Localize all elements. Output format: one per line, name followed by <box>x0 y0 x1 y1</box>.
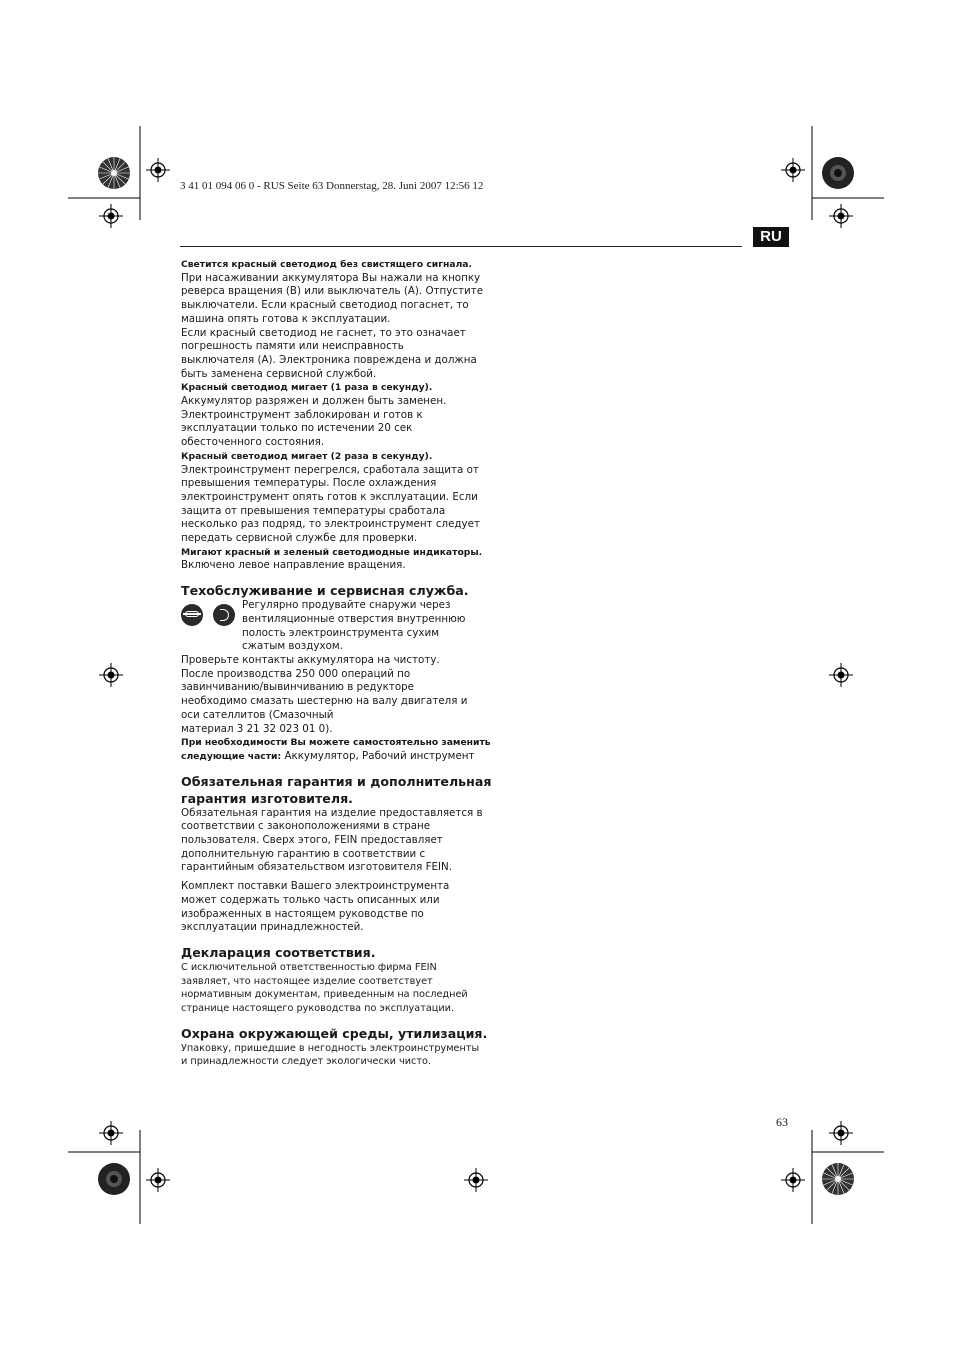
page-number: 63 <box>776 1115 788 1129</box>
text-line: Электроинструмент перегрелся, сработала защита от <box>181 463 479 476</box>
text-line: соответствии с законоположениями в стране <box>181 820 431 833</box>
text-line: необходимо смазать шестерню на валу двигателя и <box>181 695 468 708</box>
text-line: и принадлежности следует экологически чисто. <box>181 1056 432 1068</box>
text-line: Если красный светодиод не гаснет, то это означает <box>181 326 466 339</box>
registration-mark-icon <box>99 663 123 691</box>
color-wheel-icon <box>821 1162 855 1200</box>
color-wheel-icon <box>821 156 855 194</box>
registration-mark-icon <box>781 158 805 186</box>
text-line: эксплуатации принадлежностей. <box>181 921 364 934</box>
text-line: машина опять готова к эксплуатации. <box>181 312 391 325</box>
text-line: оси сателлитов (Смазочный <box>181 708 334 721</box>
registration-mark-icon <box>146 1168 170 1196</box>
maintenance-heading: Техобслуживание и сервисная служба. <box>181 583 469 599</box>
text-line: выключателя (A). Электроника повреждена и должна <box>181 353 477 366</box>
ppe-icons <box>181 604 235 626</box>
color-wheel-icon <box>97 1162 131 1200</box>
text-line: защита от превышения температуры сработала <box>181 504 446 517</box>
registration-mark-icon <box>99 204 123 232</box>
led-status-subheading: Светится красный светодиод без свистящего сигнала. <box>181 259 472 270</box>
text-line: сжатым воздухом. <box>242 640 343 653</box>
text-line: пользователя. Сверх этого, FEIN предоставляет <box>181 834 443 847</box>
text-line: Упаковку, пришедшие в негодность электроинструменты <box>181 1042 480 1054</box>
led-indicator-section <box>181 258 484 573</box>
led-status-subheading: Мигают красный и зеленый светодиодные индикаторы. <box>181 546 483 558</box>
text-line: реверса вращения (B) или выключатель (A). Отпустите <box>181 285 484 298</box>
text-line: Проверьте контакты аккумулятора на чистоту. <box>181 653 440 666</box>
color-wheel-icon <box>97 156 131 194</box>
text-line: Комплект поставки Вашего электроинструмента <box>181 880 450 893</box>
replaceable-parts-label: следующие части: <box>181 750 282 762</box>
text-line: При насаживании аккумулятора Вы нажали на кнопку <box>181 271 481 284</box>
text-line: быть заменена сервисной службой. <box>181 367 377 380</box>
text-line: Обязательная гарантия на изделие предоставляется в <box>181 806 483 819</box>
text-line: нормативным документам, приведенным на последней <box>181 989 468 1001</box>
text-line: Электроинструмент заблокирован и готов к <box>181 408 423 421</box>
text-line: С исключительной ответственностью фирма FEIN <box>181 961 437 973</box>
text-line: материал 3 21 32 023 01 0). <box>181 722 333 735</box>
header-rule <box>180 246 742 247</box>
text-line: обесточенного состояния. <box>181 436 325 449</box>
text-line: полость электроинструмента сухим <box>242 626 439 639</box>
text-line: электроинструмент опять готов к эксплуатации. Если <box>181 490 478 503</box>
registration-mark-icon <box>829 204 853 232</box>
text-line: превышения температуры. После охлаждения <box>181 477 437 490</box>
language-badge: RU <box>753 227 789 247</box>
text-line: Аккумулятор разряжен и должен быть заменен. <box>181 395 447 408</box>
led-status-subheading: Красный светодиод мигает (1 раза в секунду). <box>181 382 433 394</box>
warranty-heading-line-1: Обязательная гарантия и дополнительная <box>181 773 492 789</box>
text-line: завинчиванию/вывинчиванию в редукторе <box>181 681 415 694</box>
print-info: 3 41 01 094 06 0 - RUS Seite 63 Donnerstag, 28. Juni 2007 12:56 12 <box>180 180 484 192</box>
text-line: дополнительную гарантию в соответствии с <box>181 847 426 860</box>
led-status-subheading: Красный светодиод мигает (2 раза в секунду). <box>181 450 433 462</box>
text-line: Регулярно продувайте снаружи через <box>242 599 451 612</box>
text-line: погрешность памяти или неисправность <box>181 340 404 353</box>
warranty-heading-line-2: гарантия изготовителя. <box>181 790 353 806</box>
maintenance-icon-row <box>181 599 481 654</box>
page-content <box>181 258 492 1069</box>
text-line: странице настоящего руководства по эксплуатации. <box>181 1003 455 1015</box>
text-line: После производства 250 000 операций по <box>181 667 411 680</box>
registration-mark-icon <box>99 1121 123 1149</box>
environment-heading: Охрана окружающей среды, утилизация. <box>181 1025 488 1041</box>
text-line: эксплуатации только по истечении 20 сек <box>181 422 413 435</box>
registration-mark-icon <box>464 1168 488 1196</box>
registration-mark-icon <box>781 1168 805 1196</box>
text-line: гарантийным обязательством изготовителя FEIN. <box>181 861 453 874</box>
replaceable-parts-list: Аккумулятор, Рабочий инструмент <box>284 749 475 762</box>
replaceable-parts-line <box>181 750 481 764</box>
text-line: Включено левое направление вращения. <box>181 559 406 572</box>
maintenance-icon-text <box>242 599 465 654</box>
text-line: несколько раз подряд, то электроинструмент следует <box>181 518 480 531</box>
text-line: выключатели. Если красный светодиод погаснет, то <box>181 299 469 312</box>
hearing-protection-icon <box>213 604 235 626</box>
text-line: вентиляционные отверстия внутреннюю <box>242 612 466 625</box>
declaration-heading: Декларация соответствия. <box>181 944 376 960</box>
text-line: изображенных в настоящем руководстве по <box>181 907 424 920</box>
text-line: может содержать только часть описанных или <box>181 893 440 906</box>
text-line: передать сервисной службе для проверки. <box>181 532 418 545</box>
text-line: заявляет, что настоящее изделие соответствует <box>181 975 433 987</box>
replaceable-parts-note: При необходимости Вы можете самостоятельно заменить <box>181 737 491 749</box>
registration-mark-icon <box>829 663 853 691</box>
safety-goggles-icon <box>181 604 203 626</box>
registration-mark-icon <box>146 158 170 186</box>
registration-mark-icon <box>829 1121 853 1149</box>
